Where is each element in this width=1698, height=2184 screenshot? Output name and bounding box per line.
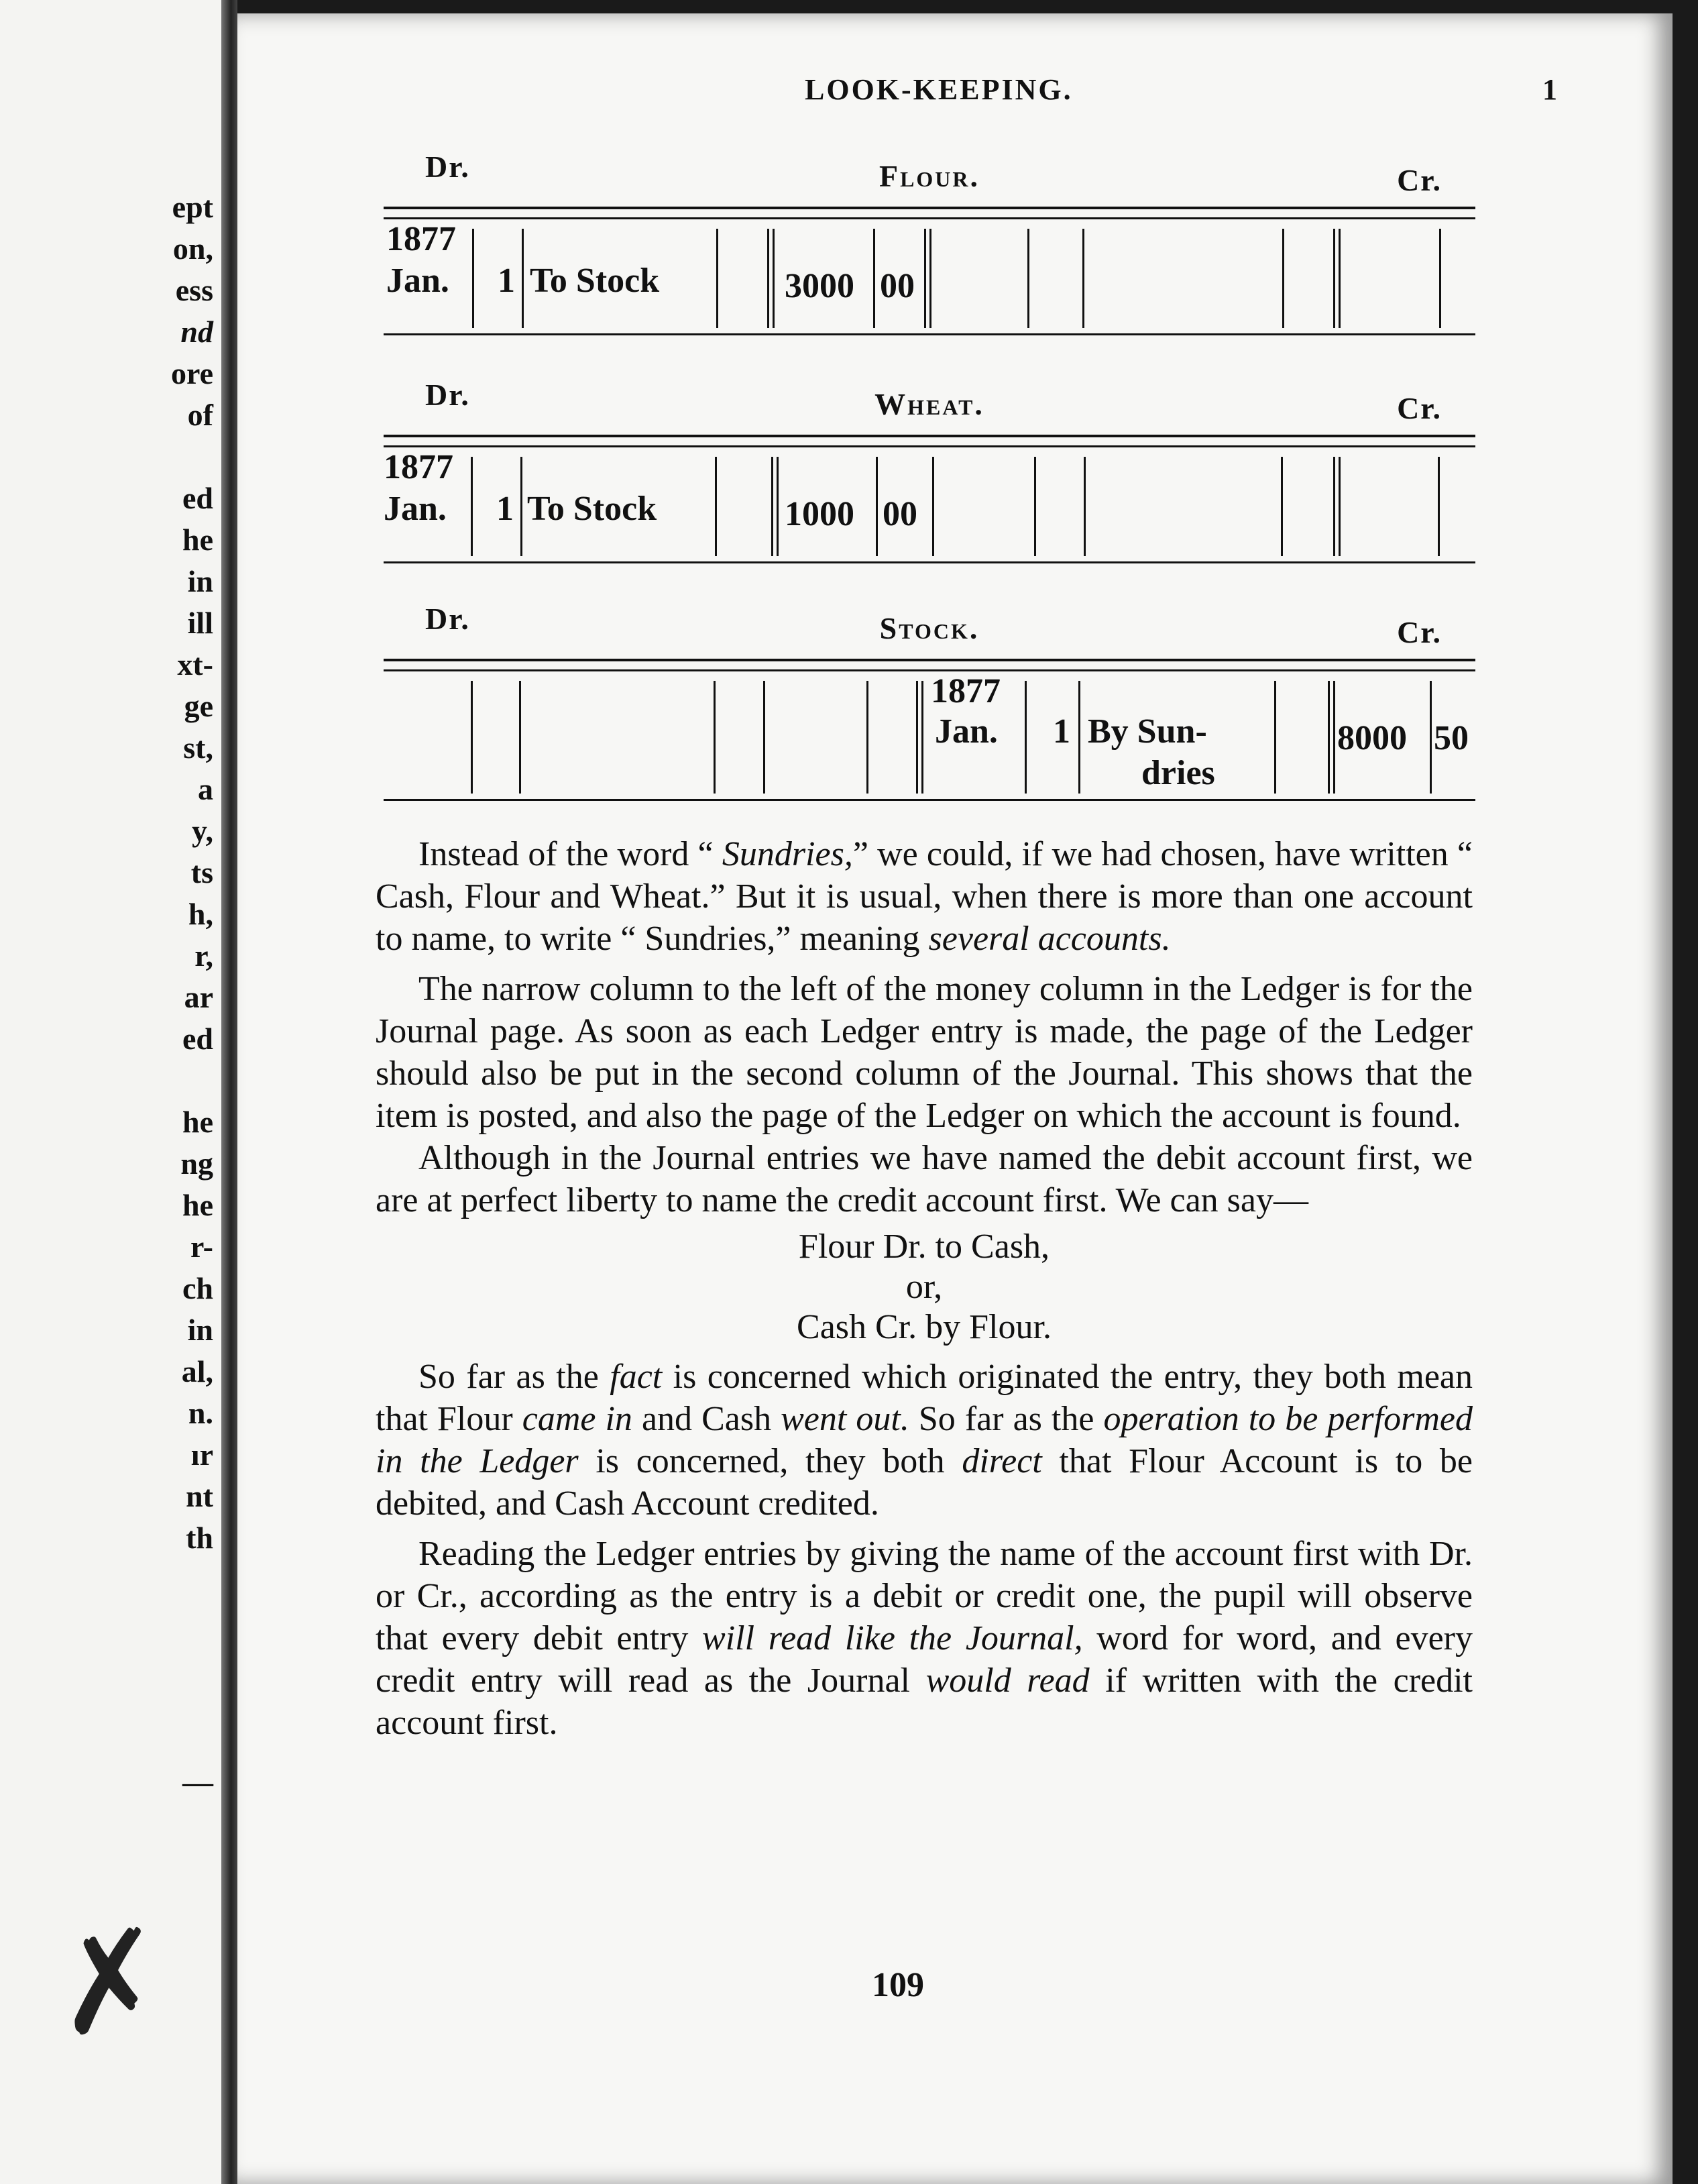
- left-text-fragment: nd: [180, 315, 213, 349]
- entry-cents: 00: [880, 267, 915, 305]
- entry-cents: 00: [883, 495, 917, 533]
- account-name: Flour.: [879, 159, 980, 193]
- entry-year: 1877: [384, 448, 453, 486]
- entry-cents: 50: [1434, 719, 1469, 757]
- entry-day: 1: [1053, 712, 1070, 751]
- entry-month: Jan.: [384, 490, 447, 528]
- entry-item-line2: dries: [1141, 754, 1215, 792]
- left-text-fragment: xt-: [177, 647, 213, 681]
- left-text-fragment: in: [187, 1313, 213, 1347]
- account-name: Wheat.: [874, 387, 984, 421]
- left-page: [0, 0, 221, 2184]
- left-text-fragment: of: [187, 398, 213, 432]
- ledger-entries: [384, 219, 1475, 335]
- left-text-fragment: he: [182, 523, 213, 557]
- ledger-entries: [384, 447, 1475, 563]
- cr-label: Cr.: [1397, 615, 1442, 649]
- left-text-fragment: st,: [183, 730, 213, 765]
- entry-month: Jan.: [386, 262, 449, 300]
- book-gutter: [221, 0, 237, 2184]
- left-text-fragment: a: [198, 772, 213, 806]
- dr-label: Dr.: [425, 150, 470, 184]
- entry-month: Jan.: [935, 712, 998, 751]
- ledger-header: [384, 601, 1475, 659]
- dr-label: Dr.: [425, 378, 470, 412]
- entry-item-line1: By Sun-: [1088, 712, 1207, 751]
- entry-item: To Stock: [527, 490, 657, 528]
- example-entries: [376, 1227, 1473, 1348]
- left-text-fragment: ept: [172, 190, 213, 224]
- entry-item: To Stock: [530, 262, 660, 300]
- left-text-fragment: ır: [190, 1437, 213, 1472]
- paragraph-fact: So far as the fact is concerned which originated the entry, they both mean that Flour came in and Cash went out. So far as the operation to be performed in the Ledger is concerned, they both direct that Flour Account is to be debited, and Cash Account credited.: [376, 1358, 1473, 1523]
- left-text-fragment: h,: [188, 897, 213, 931]
- left-text-fragment: in: [187, 564, 213, 598]
- ledger-double-rule: [384, 435, 1475, 447]
- example-line: or,: [905, 1268, 943, 1306]
- left-text-fragment: ng: [180, 1146, 213, 1181]
- entry-amount: 3000: [785, 267, 854, 305]
- ledger-header: [384, 377, 1475, 435]
- entry-year: 1877: [386, 220, 456, 258]
- paragraph-narrow-column: The narrow column to the left of the money column in the Ledger is for the Journal page. As soon as each Ledger entry is made, the page of the Ledger should also be put in the second column of the Journal. This shows that the item is posted, and also the page of the Ledger on which the account is found.: [376, 970, 1473, 1135]
- left-text-fragment: al,: [181, 1354, 213, 1388]
- left-text-fragment: n.: [188, 1396, 213, 1430]
- paragraph-sundries: Instead of the word “ Sundries,” we could, if we had chosen, have written “ Cash, Flour and Wheat.” But it is usual, when there is more than one account to name, to write “ Sundries,” meaning several accounts.: [376, 835, 1473, 958]
- left-text-fragment: ore: [170, 356, 213, 390]
- cr-label: Cr.: [1397, 391, 1442, 425]
- left-text-fragment: r-: [190, 1230, 213, 1264]
- ledger-header: [384, 149, 1475, 207]
- paragraph-reading-ledger: Reading the Ledger entries by giving the name of the account first with Dr. or Cr., according as the entry is a debit or credit one, the pupil will observe that every debit entry will read like the Journal, word for word, and every credit entry will read as the Journal would read if written with the credit account first.: [376, 1535, 1473, 1742]
- left-text-fragment: —: [182, 1765, 213, 1799]
- left-text-fragment: y,: [192, 814, 213, 848]
- left-text-fragment: he: [182, 1188, 213, 1222]
- example-line: Cash Cr. by Flour.: [797, 1308, 1052, 1346]
- left-text-fragment: nt: [186, 1479, 213, 1513]
- account-name: Stock.: [879, 611, 980, 645]
- body-text: [376, 833, 1473, 1744]
- left-text-fragment: ess: [175, 273, 213, 307]
- ledger-double-rule: [384, 659, 1475, 671]
- ledger-account-flour: [384, 149, 1475, 335]
- left-text-fragment: th: [186, 1521, 213, 1555]
- left-text-fragment: ts: [190, 855, 213, 889]
- entry-amount: 8000: [1337, 719, 1407, 757]
- entry-day: 1: [496, 490, 514, 528]
- left-text-fragment: r,: [194, 938, 213, 973]
- entry-year: 1877: [931, 672, 1001, 710]
- ledger-account-wheat: [384, 377, 1475, 563]
- ledger-entries: [384, 671, 1475, 801]
- left-text-fragment: ch: [182, 1271, 213, 1305]
- paragraph-credit-first: Although in the Journal entries we have named the debit account first, we are at perfect liberty to name the credit account first. We can say—: [376, 1139, 1473, 1219]
- left-text-fragment: he: [182, 1105, 213, 1139]
- dr-label: Dr.: [425, 602, 470, 636]
- left-text-fragment: on,: [172, 231, 213, 266]
- ledger-double-rule: [384, 207, 1475, 219]
- left-text-fragment: ed: [182, 481, 213, 515]
- entry-day: 1: [498, 262, 515, 300]
- ledger-account-stock: [384, 601, 1475, 801]
- corner-mark: 1: [1542, 73, 1557, 106]
- left-text-fragment: ar: [184, 980, 213, 1014]
- left-text-fragment: ed: [182, 1022, 213, 1056]
- running-head: LOOK-KEEPING.: [805, 73, 1073, 106]
- left-text-fragment: ge: [184, 689, 213, 723]
- cr-label: Cr.: [1397, 163, 1442, 197]
- page-number: 109: [872, 1966, 924, 2004]
- left-text-fragment: ill: [187, 606, 213, 640]
- example-line: Flour Dr. to Cash,: [798, 1227, 1050, 1266]
- pencil-mark-icon: ✗: [43, 1898, 176, 2069]
- entry-amount: 1000: [785, 495, 854, 533]
